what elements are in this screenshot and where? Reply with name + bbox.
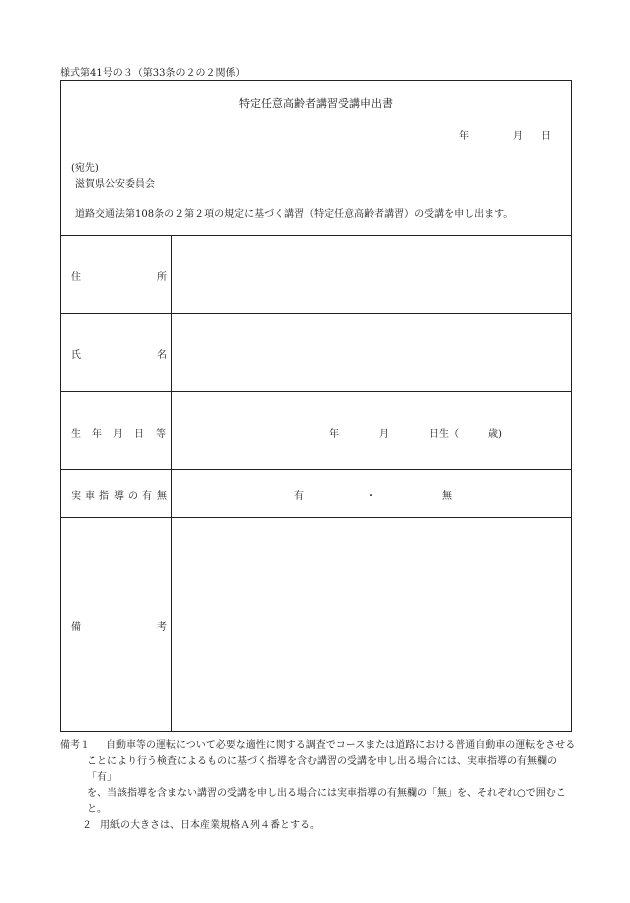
age-unit[interactable]: 歳): [488, 429, 502, 440]
birth-label-char: 月: [113, 429, 123, 440]
birth-year-unit[interactable]: 年: [329, 429, 339, 440]
training-label-char: 有: [142, 491, 152, 502]
training-label-char: 指: [99, 491, 109, 502]
birth-label-char: 等: [156, 429, 166, 440]
remarks-label-char: 考: [157, 622, 167, 633]
birth-month-unit[interactable]: 月: [379, 429, 389, 440]
training-label-char: 導: [114, 491, 124, 502]
option-separator: ・: [366, 491, 376, 502]
addressee-prefix: (宛先): [71, 163, 99, 174]
training-label-char: 実: [71, 491, 81, 502]
birth-day-unit[interactable]: 日生（: [429, 429, 459, 440]
date-day-label[interactable]: 日: [541, 131, 551, 142]
remarks-input-cell[interactable]: [173, 519, 569, 729]
birth-label-char: 生: [71, 429, 81, 440]
footnote-1: [60, 738, 580, 818]
date-year-label[interactable]: 年: [459, 131, 469, 142]
training-label-char: の: [128, 491, 138, 502]
remarks-label-char: 備: [71, 622, 81, 633]
row-divider: [61, 391, 571, 392]
training-label-char: 車: [85, 491, 95, 502]
address-input-cell[interactable]: [173, 237, 569, 311]
footnote-2-number: ２: [82, 820, 92, 831]
birth-label-char: 日: [134, 429, 144, 440]
training-no-option[interactable]: 無: [442, 491, 452, 502]
row-divider: [61, 313, 571, 314]
addressee-name: 滋賀県公安委員会: [75, 179, 155, 190]
name-label-char: 名: [157, 350, 167, 361]
footnote-1-line: ことにより行う検査によるものに基づく指導を含む講習の受講を申し出る場合には、実車指導の有無欄の「有」: [87, 756, 557, 783]
footnote-2-text: 用紙の大きさは、日本産業規格Ａ列４番とする。: [100, 820, 320, 831]
address-label-char: 住: [71, 272, 81, 283]
footnote-1-line: を、当該指導を含まない講習の受講を申し出る場合には実車指導の有無欄の「無」を、それぞれ○で囲むこ: [87, 788, 566, 799]
row-divider: [61, 469, 571, 470]
footnote-1-number: 備考１: [60, 740, 90, 751]
table-top-rule: [61, 235, 571, 236]
date-month-label[interactable]: 月: [513, 131, 523, 142]
name-label-char: 氏: [71, 350, 81, 361]
form-title: 特定任意高齢者講習受講申出書: [239, 97, 393, 110]
training-yes-option[interactable]: 有: [294, 491, 304, 502]
row-divider: [61, 517, 571, 518]
footnotes: [60, 738, 580, 834]
footnote-2: [60, 818, 580, 834]
application-form: [60, 80, 572, 732]
training-label-char: 無: [157, 491, 167, 502]
form-identifier: 様式第41号の３（第33条の２の２関係）: [60, 68, 246, 79]
name-input-cell[interactable]: [173, 315, 569, 389]
application-statement: 道路交通法第108条の２第２項の規定に基づく講習（特定任意高齢者講習）の受講を申し出ます。: [75, 209, 514, 220]
address-label-char: 所: [157, 272, 167, 283]
footnote-1-line: と。: [87, 804, 107, 815]
birth-label-char: 年: [92, 429, 102, 440]
footnote-1-line: 自動車等の運転について必要な適性に関する調査でコースまたは道路における普通自動車の運転をさせる: [106, 740, 576, 751]
column-divider: [171, 235, 172, 731]
